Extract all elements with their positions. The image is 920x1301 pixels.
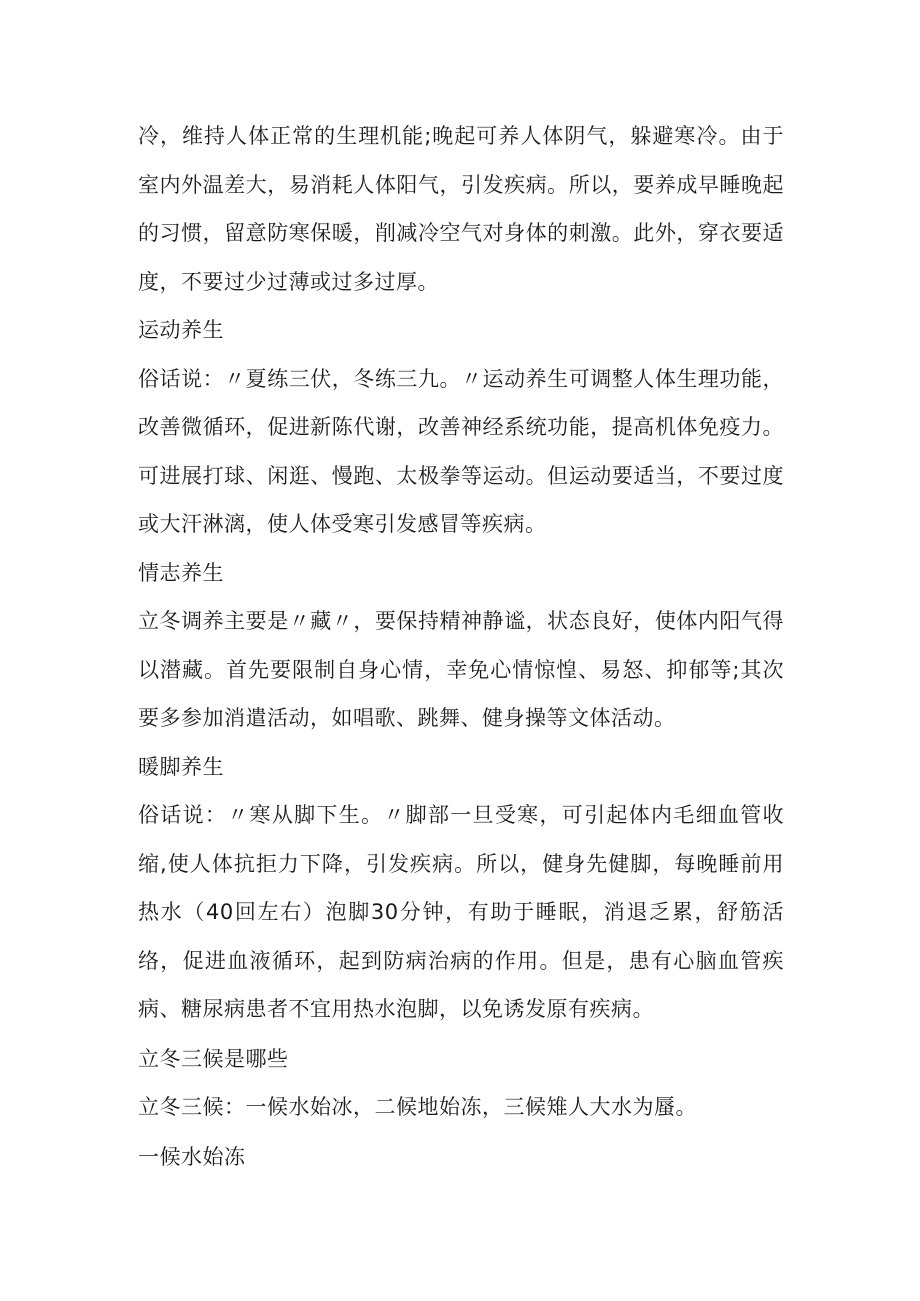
paragraph-warm-feet: 俗话说：〃寒从脚下生。〃脚部一旦受寒，可引起体内毛细血管收缩,使人体抗拒力下降，引发疾病。所以，健身先健脚，每晚睡前用热水（40回左右）泡脚30分钟，有助于睡眠，消退乏累，舒筋活络，促进血液循环，起到防病治病的作用。但是，患有心脑血管疾病、糖尿病患者不宜用热水泡脚，以免诱发原有疾病。 bbox=[138, 803, 784, 1021]
document-page bbox=[138, 112, 784, 1181]
paragraph-three-pentads: 立冬三候：一候水始冰，二候地始冻，三候雉人大水为蜃。 bbox=[138, 1095, 697, 1119]
heading-warm-feet: 暖脚养生 bbox=[138, 754, 224, 779]
paragraph-emotion: 立冬调养主要是〃藏〃，要保持精神静谧，状态良好，使体内阳气得以潜藏。首先要限制自身心情，幸免心情惊惶、易怒、抑郁等;其次要多参加消遣活动，如唱歌、跳舞、健身操等文体活动。 bbox=[138, 609, 784, 730]
paragraph-exercise: 俗话说：〃夏练三伏，冬练三九。〃运动养生可调整人体生理功能，改善微循环，促进新陈代谢，改善神经系统功能，提高机体免疫力。可进展打球、闲逛、慢跑、太极拳等运动。但运动要适当，不要过度或大汗淋漓，使人体受寒引发感冒等疾病。 bbox=[138, 366, 784, 536]
heading-first-pentad: 一候水始冻 bbox=[138, 1144, 246, 1169]
heading-three-pentads: 立冬三候是哪些 bbox=[138, 1046, 289, 1071]
paragraph-sleep-advice: 冷，维持人体正常的生理机能;晚起可养人体阴气，躲避寒冷。由于室内外温差大，易消耗人体阳气，引发疾病。所以，要养成早睡晚起的习惯，留意防寒保暖，削减冷空气对身体的刺激。此外，穿衣要适度，不要过少过薄或过多过厚。 bbox=[138, 124, 784, 294]
heading-emotion: 情志养生 bbox=[138, 560, 224, 585]
heading-exercise: 运动养生 bbox=[138, 318, 224, 342]
